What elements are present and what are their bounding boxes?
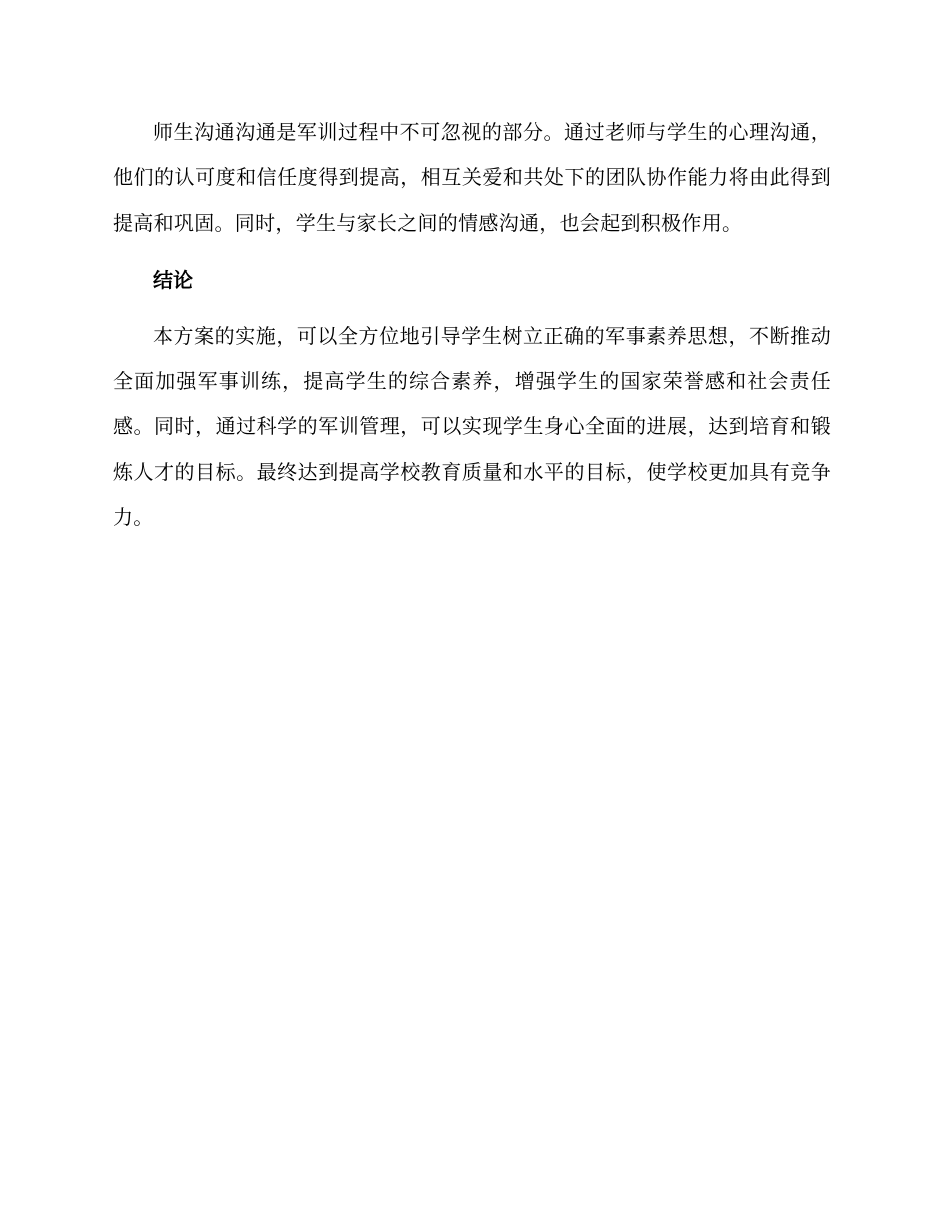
section-heading-conclusion: 结论 xyxy=(153,267,193,292)
paragraph-teacher-student-communication: 师生沟通沟通是军训过程中不可忽视的部分。通过老师与学生的心理沟通，他们的认可度和信任度得到提高，相互关爱和共处下的团队协作能力将由此得到提高和巩固。同时，学生与家长之间的情感沟通，也会起到积极作用。 xyxy=(113,120,831,235)
paragraph-conclusion: 本方案的实施，可以全方位地引导学生树立正确的军事素养思想，不断推动全面加强军事训练，提高学生的综合素养，增强学生的国家荣誉感和社会责任感。同时，通过科学的军训管理，可以实现学生身心全面的进展，达到培育和锻炼人才的目标。最终达到提高学校教育质量和水平的目标，使学校更加具有竞争力。 xyxy=(113,323,831,530)
document-body xyxy=(113,110,831,540)
